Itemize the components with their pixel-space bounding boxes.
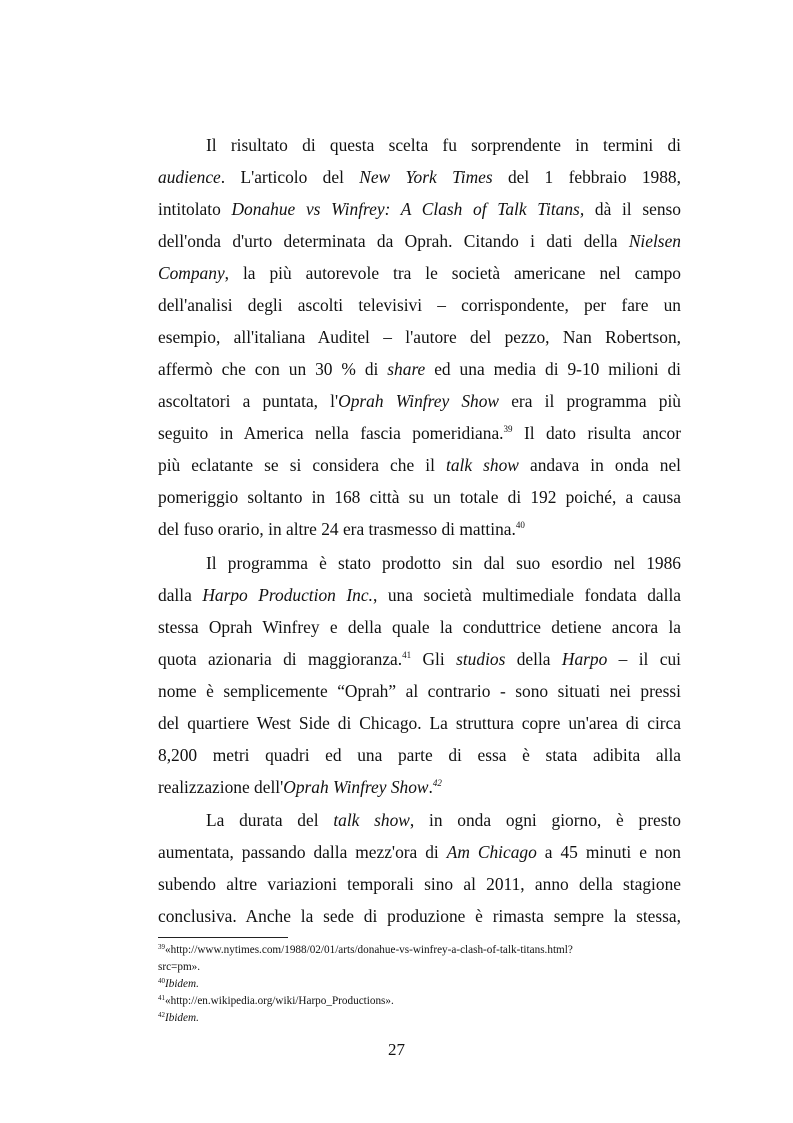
italic-term: Harpo Production Inc. [202, 585, 373, 605]
body-line [158, 904, 681, 928]
text: nome è semplicemente “Oprah” al contrario - sono situati nei pressi [158, 681, 681, 701]
body-line [158, 840, 681, 864]
body-line [158, 325, 681, 349]
text: realizzazione dell' [158, 777, 284, 797]
text: aumentata, passando dalla mezz'ora di [158, 842, 447, 862]
text: dell'analisi degli ascolti televisivi – corrispondente, per fare un [158, 295, 681, 315]
text: , in onda ogni giorno, è presto [409, 810, 681, 830]
footnote-link[interactable]: «http://en.wikipedia.org/wiki/Harpo_Productions». [165, 995, 394, 1007]
body-line [158, 229, 681, 253]
text: . [428, 777, 433, 797]
footnote-number: 41 [158, 994, 165, 1002]
footnote-39-cont [158, 960, 200, 974]
body-line [158, 197, 681, 221]
italic-term: studios [456, 649, 506, 669]
text: stessa Oprah Winfrey e della quale la conduttrice detiene ancora la [158, 617, 681, 637]
footnote-42 [158, 1011, 199, 1025]
body-line [158, 293, 681, 317]
footnote-text: src=pm». [158, 961, 201, 973]
body-line [158, 485, 681, 509]
text: 8,200 metri quadri ed una parte di essa è stata adibita alla [158, 745, 681, 765]
body-line [158, 421, 681, 445]
footnote-number: 39 [158, 943, 165, 951]
text: , la più autorevole tra le società americane nel campo [224, 263, 681, 283]
body-line [158, 615, 681, 639]
body-line [158, 775, 681, 799]
body-line [206, 133, 681, 157]
text: più eclatante se si considera che il [158, 455, 446, 475]
italic-term: Company [158, 263, 225, 283]
text: Gli [411, 649, 457, 669]
footnote-separator [158, 937, 288, 938]
footnote-text: Ibidem. [165, 978, 199, 990]
italic-term: Oprah Winfrey Show [338, 391, 500, 411]
footnote-ref: 39 [503, 424, 513, 434]
body-line [158, 743, 681, 767]
text: affermò che con un 30 % di [158, 359, 388, 379]
text: era il programma più [499, 391, 681, 411]
text: La durata del [206, 810, 334, 830]
footnote-39 [158, 943, 573, 957]
body-line [206, 808, 681, 832]
italic-term: audience [158, 167, 221, 187]
text: – il cui [607, 649, 681, 669]
body-line [158, 261, 681, 285]
footnote-number: 40 [158, 977, 165, 985]
body-line [158, 872, 681, 896]
body-line [158, 583, 681, 607]
footnote-number: 42 [158, 1011, 165, 1019]
text: Il risultato di questa scelta fu sorprendente in termini di [206, 135, 681, 155]
italic-term: Am Chicago [446, 842, 537, 862]
footnote-ref: 40 [515, 520, 525, 530]
footnote-41 [158, 994, 394, 1008]
text: intitolato [158, 199, 232, 219]
italic-term: talk show [446, 455, 519, 475]
italic-term: Nielsen [628, 231, 681, 251]
italic-term: share [387, 359, 426, 379]
footnote-text: Ibidem. [165, 1012, 199, 1024]
body-line [158, 389, 681, 413]
italic-term: Oprah Winfrey Show [283, 777, 429, 797]
italic-term: Harpo [561, 649, 608, 669]
text: Il programma è stato prodotto sin dal suo esordio nel 1986 [206, 553, 681, 573]
text: . L'articolo del [220, 167, 360, 187]
text: , una società multimediale fondata dalla [372, 585, 682, 605]
text: del 1 febbraio 1988, [492, 167, 681, 187]
text: dà il senso [584, 199, 681, 219]
text: a 45 minuti e non [536, 842, 681, 862]
footnote-ref: 42 [432, 778, 442, 788]
body-line [206, 551, 681, 575]
body-line [158, 453, 681, 477]
text: del quartiere West Side di Chicago. La struttura copre un'area di circa [158, 713, 681, 733]
text: quota azionaria di maggioranza. [158, 649, 403, 669]
italic-term: New York Times [359, 167, 493, 187]
body-line [158, 357, 681, 381]
text: ed una media di 9-10 milioni di [425, 359, 681, 379]
text: dalla [158, 585, 203, 605]
body-line [158, 647, 681, 671]
text: dell'onda d'urto determinata da Oprah. Citando i dati della [158, 231, 629, 251]
text: della [505, 649, 562, 669]
text: pomeriggio soltanto in 168 città su un totale di 192 poiché, a causa [158, 487, 681, 507]
body-line [158, 711, 681, 735]
body-line [158, 165, 681, 189]
italic-term: Donahue vs Winfrey: A Clash of Talk Titans, [231, 199, 585, 219]
page-number: 27 [388, 1040, 405, 1059]
text: subendo altre variazioni temporali sino al 2011, anno della stagione [158, 874, 681, 894]
body-line [158, 517, 681, 541]
text: conclusiva. Anche la sede di produzione è rimasta sempre la stessa, [158, 906, 681, 926]
italic-term: talk show [333, 810, 410, 830]
text: esempio, all'italiana Auditel – l'autore del pezzo, Nan Robertson, [158, 327, 681, 347]
text: seguito in America nella fascia pomeridiana. [158, 423, 504, 443]
text: andava in onda nel [518, 455, 681, 475]
text: del fuso orario, in altre 24 era trasmesso di mattina. [158, 519, 516, 539]
footnote-40 [158, 977, 199, 991]
text: ascoltatori a puntata, l' [158, 391, 339, 411]
footnote-link[interactable]: «http://www.nytimes.com/1988/02/01/arts/donahue-vs-winfrey-a-clash-of-talk-titans.html? [165, 944, 573, 956]
footnote-ref: 41 [402, 650, 412, 660]
body-line [158, 679, 681, 703]
text: Il dato risulta ancor [512, 423, 681, 443]
